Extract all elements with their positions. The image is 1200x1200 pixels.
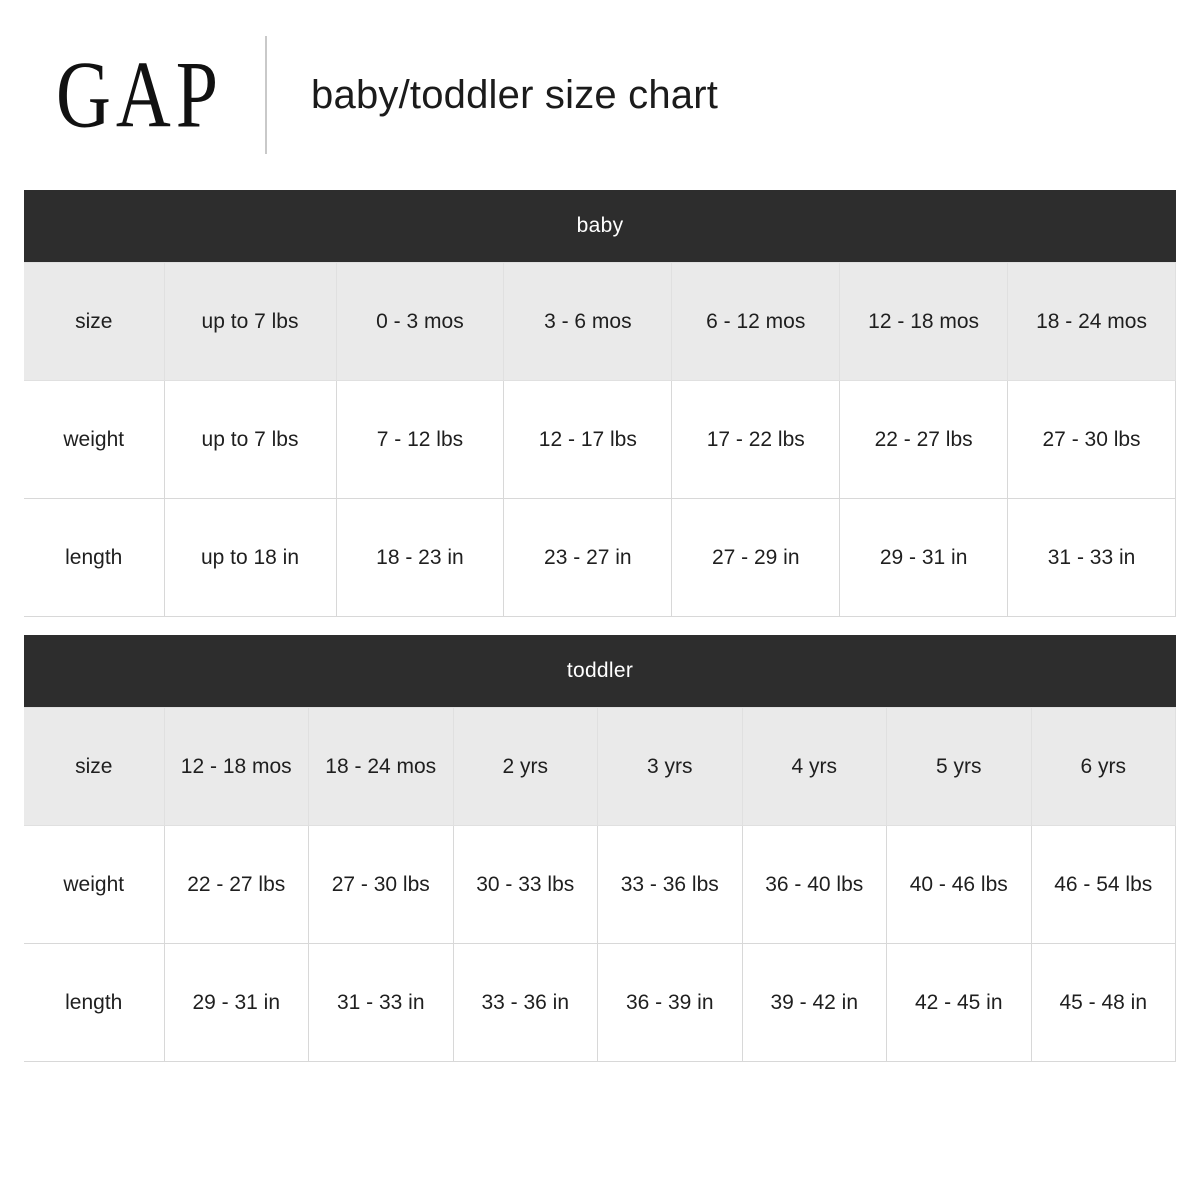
table-cell: 31 - 33 in — [1008, 499, 1176, 617]
table-cell: up to 7 lbs — [164, 263, 336, 381]
table-cell: 23 - 27 in — [504, 499, 672, 617]
table-cell: 42 - 45 in — [887, 944, 1032, 1062]
table-row — [24, 826, 1176, 944]
table-cell: 12 - 18 mos — [164, 708, 309, 826]
table-cell: 33 - 36 lbs — [598, 826, 743, 944]
row-label: length — [24, 944, 164, 1062]
baby-size-table-block — [24, 190, 1176, 617]
table-cell: 3 yrs — [598, 708, 743, 826]
table-cell: 6 yrs — [1031, 708, 1176, 826]
table-cell: 45 - 48 in — [1031, 944, 1176, 1062]
table-cell: 12 - 17 lbs — [504, 381, 672, 499]
table-cell: 22 - 27 lbs — [840, 381, 1008, 499]
toddler-size-table — [24, 707, 1176, 1062]
page-header — [0, 0, 1200, 190]
table-cell: 2 yrs — [453, 708, 598, 826]
table-row — [24, 708, 1176, 826]
row-label: weight — [24, 381, 164, 499]
table-cell: 0 - 3 mos — [336, 263, 504, 381]
row-label: size — [24, 263, 164, 381]
table-cell: 29 - 31 in — [840, 499, 1008, 617]
table-cell: 30 - 33 lbs — [453, 826, 598, 944]
table-cell: 4 yrs — [742, 708, 887, 826]
gap-logo: GAP — [56, 42, 224, 148]
table-cell: 39 - 42 in — [742, 944, 887, 1062]
table-cell: up to 18 in — [164, 499, 336, 617]
toddler-section-band: toddler — [24, 635, 1176, 707]
table-cell: 12 - 18 mos — [840, 263, 1008, 381]
row-label: size — [24, 708, 164, 826]
toddler-size-table-block — [24, 635, 1176, 1062]
table-cell: 6 - 12 mos — [672, 263, 840, 381]
table-cell: 36 - 40 lbs — [742, 826, 887, 944]
table-cell: 17 - 22 lbs — [672, 381, 840, 499]
table-row — [24, 944, 1176, 1062]
table-cell: 18 - 23 in — [336, 499, 504, 617]
table-row — [24, 381, 1176, 499]
table-cell: 27 - 30 lbs — [309, 826, 454, 944]
table-row — [24, 499, 1176, 617]
row-label: weight — [24, 826, 164, 944]
header-divider — [265, 36, 267, 154]
table-cell: 3 - 6 mos — [504, 263, 672, 381]
section-spacer — [0, 617, 1200, 635]
table-cell: 29 - 31 in — [164, 944, 309, 1062]
table-cell: up to 7 lbs — [164, 381, 336, 499]
page-title: baby/toddler size chart — [311, 72, 719, 117]
table-cell: 40 - 46 lbs — [887, 826, 1032, 944]
table-cell: 31 - 33 in — [309, 944, 454, 1062]
table-cell: 18 - 24 mos — [1008, 263, 1176, 381]
table-cell: 22 - 27 lbs — [164, 826, 309, 944]
table-cell: 18 - 24 mos — [309, 708, 454, 826]
table-cell: 27 - 30 lbs — [1008, 381, 1176, 499]
table-cell: 46 - 54 lbs — [1031, 826, 1176, 944]
table-cell: 33 - 36 in — [453, 944, 598, 1062]
table-cell: 7 - 12 lbs — [336, 381, 504, 499]
baby-size-table — [24, 262, 1176, 617]
row-label: length — [24, 499, 164, 617]
baby-section-band: baby — [24, 190, 1176, 262]
table-row — [24, 263, 1176, 381]
table-cell: 27 - 29 in — [672, 499, 840, 617]
table-cell: 5 yrs — [887, 708, 1032, 826]
table-cell: 36 - 39 in — [598, 944, 743, 1062]
